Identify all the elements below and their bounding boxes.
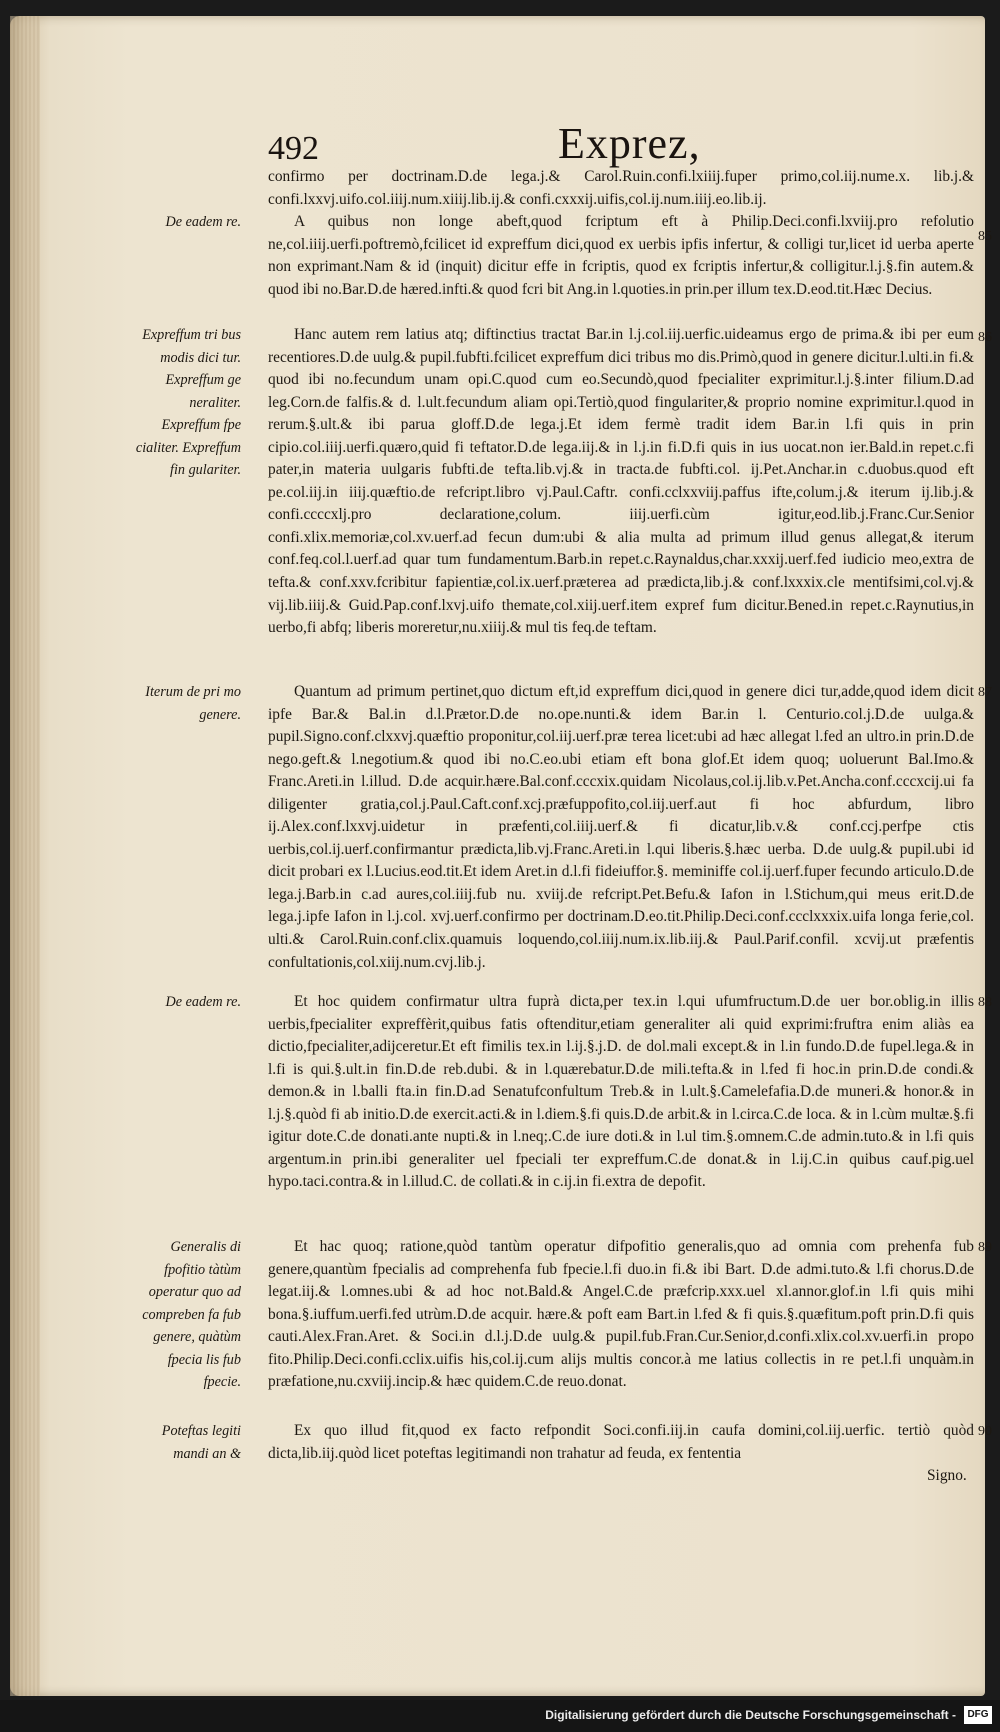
text-column [268, 991, 974, 1194]
paragraph-text: Et hac quoq; ratione,quòd tantùm operatur difpofitio generalis,quo ad omnia com prehenfa fub genere,quantùm fpecialis ad comprehenfa fub fpecie.l.fi duo.in fi.& ibi Bart. D.de admi.tuto.& l.fi chorus.D.de legat.iij.& l.omnes.ubi & ad hoc not.Bald.& Angel.C.de præfcrip.xxx.uel xl.annor.glof.in l.fi quis mihi bona.§.iuffum.uerfi.fed utrùm.D.de acquir. hære.& poft eam Bart.in l.fed & fi quis.§.quæfitum.poft prin.D.fi quis cauti.Alex.Fran.Aret. & Soci.in d.l.j.D.de uulg.& pupil.fub.Fran.Cur.Senior,d.confi.xlix.col.xv.uerfi.in propo fito.Philip.Deci.confi.cclix.uifis his,col.ij.cum alijs multis concor.à me latius collectis in re pet.l.fi unquàm.in præfatione,nu.cxviij.incip.& hæc quidem.C.de reuo.donat. [268, 1238, 974, 1391]
text-column [268, 1420, 974, 1465]
margin-note: Expreffum tri bus modis dici tur. Expreffum ge neraliter. Expreffum fpe cialiter. Expreffum fin gulariter. [135, 327, 241, 479]
catchword: Signo. [927, 1467, 967, 1484]
margin-note: De eadem re. [165, 214, 241, 230]
digitization-footer [0, 1700, 1000, 1732]
text-column [268, 1236, 974, 1394]
paragraph-number: 90 [978, 1424, 992, 1439]
paragraph-text: Quantum ad primum pertinet,quo dictum eft,id expreffum dici,quod in genere dici tur,adde,quod idem dicit ipfe Bar.& Bal.in d.l.Prætor.D.de no.ope.nunti.& idem Bar.in l. Centurio.col.j.D.de uulga.& pupil.Signo.conf.clxxvj.quæftio proponitur,col.iij.uerf.præ terea licet:ubi ad hæc allegat l.fed an ultro.in prin.D.de nego.geft.& l.negotium.& quod ibi no.C.eo.ubi etiam eft bona glof.Et idem quoq; uoluerunt Bal.Imo.& Franc.Areti.in l.illud. D.de acquir.hære.Bal.conf.cccxix.quidam Nicolaus,col.ij.lib.v.Pet.Ancha.conf.cccxcij.ui fa diligenter gratia,col.j.Paul.Caft.conf.xcj.præfuppofito,col.iij.uerf.aut fi hoc abfurdum, libro ij.Alex.conf.lxxvj.uidetur in præfenti,col.iiij.uerf.& fi dicatur,lib.v.& conf.ccj.perfpe ctis uerbis,col.ij.uerf.confirmantur prædicta,lib.vj.Franc.Areti.in l.qui liberis.§.hæc uerba. D.de uulg.& pupil.ubi id dicit probari ex l.Lucius.eod.tit.Et idem Aret.in d.l.fi fideiuffor.§. meminiffe col.ij.uerf.fuper fecundo articulo.D.de lega.j.Barb.in c.ad aures,col.iiij.fub nu. xviij.de refcript.Pet.Befu.& Iafon in l.Stichum,qui meus erit.D.de lega.j.ipfe Iafon in l.j.col. xvj.uerf.confirmo per doctrinam.D.eo.tit.Philip.Deci.conf.ccclxxxix.uifa longa ferie,col. ulti.& Carol.Ruin.conf.clix.quamuis loquendo,col.iiij.num.ix.lib.iij.& Paul.Parif.confil. xcvij.ut præfentis confultationis,col.xiij.num.cvj.lib.j. [268, 683, 974, 971]
text-column [268, 681, 974, 974]
paragraph-number: 89 [978, 1240, 992, 1255]
page-number: 492 [268, 130, 319, 167]
text-column [268, 324, 974, 640]
book-page [10, 16, 992, 1696]
paragraph-text: A quibus non longe abeft,quod fcriptum eft à Philip.Deci.confi.lxviij.pro refolutio ne,col.iiij.uerfi.poftremò,fcilicet id expreffum dici,quod ex uerbis ipfis infertur, & colligi tur,licet id uerba aperte non exprimant.Nam & id (inquit) dicitur effe in fcriptis, quod ex fcriptis infertur,& colligitur.l.j.§.fin autem.& quod ibi no.Bar.D.de hæred.infti.& quod fcri bit Ang.in l.quoties.in prin.per illum tex.D.eod.tit.Hæc Decius. [268, 213, 974, 298]
running-title: Exprez, [558, 119, 701, 168]
dfg-logo-icon: DFG [964, 1706, 992, 1724]
page-fore-edge [10, 16, 40, 1696]
text-column [268, 211, 974, 301]
margin-note: De eadem re. [165, 994, 241, 1010]
paragraph-text: Hanc autem rem latius atq; diftinctius tractat Bar.in l.j.col.iij.uerfic.uideamus ergo de prima.& ibi per eum recentiores.D.de uulg.& pupil.fubfti.fcilicet expreffum dici tribus mo dis.Primò,quod in genere dicitur.l.ulti.in fi.& quod ibi no.fecundum unam opi.C.quod cum eo.Secundò,quod fpecialiter exprimitur.l.j.§.inter filium.D.ad leg.Corn.de falfis.& d. l.ult.fecundum aliam opi.Tertiò,quod fingulariter,& proprio nomine exprimitur.l.quod in rerum.§.ult.& ibi parua gloff.D.de lega.j.Et idem fermè tradit idem Bar.in l.fi quis in prin cipio.col.iiij.uerfi.quæro,quid fi teftator.D.de lega.iij.& in l.j.in fi.D.fi quis in ius uocat.non ier.Bald.in repet.c.fi pater,in materia uulgaris fubfti.de tefta.lib.vj.& in tracta.de fubfti.col. ij.Pet.Anchar.in c.duobus.quod eft pe.col.iij.in iiij.quæftio.de refcript.libro vj.Paul.Caftr. confi.cclxxviij.paffus ifte,colum.j.& iterum ij.lib.j.& confi.ccccxlj.pro declaratione,colum. iiij.uerfi.cùm igitur,eod.lib.j.Franc.Cur.Senior confi.xlix.memoriæ,col.xv.uerf.ad fecun dum:ubi & alia multa ad primum illud genus allegat,& iterum conf.feq.col.l.uerf.ad quar tum fundamentum.Barb.in repet.c.Raynaldus,char.xxxij.uerf.fed iudicio meo,extra de tefta.& conf.xxv.fcribitur fapientiæ,col.ix.uerf.præterea ad prædicta,lib.j.& conf.lxxxix.cle mentifsimi,col.vj.& vij.lib.iiij.& Guid.Pap.conf.lxvj.uifo themate,col.xiij.uerf.item expref fum dicitur.Bened.in repet.c.Raynutius,in uerbo,fi abfq; liberis moreretur,nu.xiiij.& mul tis feq.de teftam. [268, 326, 974, 637]
paragraph-text: Ex quo illud fit,quod ex facto refpondit Soci.confi.iij.in caufa domini,col.iij.uerfic. tertiò quòd dicta,lib.iij.quòd licet poteftas legitimandi non trahatur ad feuda, ex fententia [268, 1422, 974, 1462]
paragraph-text: Et hoc quidem confirmatur ultra fuprà dicta,per tex.in l.qui ufumfructum.D.de uer bor.oblig.in illis uerbis,fpecialiter expreffèrit,quibus fatis oftenditur,etiam generaliter ali quid exprimi:fruftra enim aliàs ea dictio,fpecialiter,adijceretur.Et eft fimilis tex.in l.ij.§.j.D. de dol.mali except.& in l.in fundo.D.de fupel.lega.& in l.fi is qui.§.ult.in fin.D.de reb.dubi. & in l.quærebatur.D.de mili.tefta.& in l.fed fi hoc.in prin.D.de condi.& demon.& in l.balli fta.in fin.D.ad Senatufconfultum Treb.& in l.ult.§.Camelefafia.D.de muneri.& honor.& in l.j.§.quòd fi ab initio.D.de exercit.acti.& in l.diem.§.fi quis.D.de arbit.& in l.circa.C.de loca. & in l.cùm multæ.§.fi igitur dote.C.de donati.ante nupti.& in l.neq;.C.de iure doti.& in l.ul tim.§.omnem.C.de admin.tuto.& in l.fi quis argentum.in prin.ibi generaliter uel fpeciali ter expreffum.C.de donat.& in l.ij.C.in quibus cauf.pig.uel hypo.taci.contra.& in l.illud.C. de collati.& in c.ij.in fi.extra de depofit. [268, 993, 974, 1191]
paragraph-text: confirmo per doctrinam.D.de lega.j.& Carol.Ruin.confi.lxiiij.fuper primo,col.iij.nume.x. lib.j.& confi.lxxvj.uifo.col.iiij.num.xiiij.lib.ij.& confi.cxxxij.uifis,col.ij.num.iiij.eo.lib.ij. [268, 168, 974, 208]
footer-credit: Digitalisierung gefördert durch die Deutsche Forschungsgemeinschaft - [545, 1708, 956, 1722]
paragraph-number: 88 [978, 995, 992, 1010]
text-column [268, 166, 974, 211]
paragraph-number: 87 [978, 685, 992, 700]
paragraph-number: 86 [978, 330, 992, 345]
margin-note: Poteftas legiti mandi an & [161, 1423, 241, 1462]
margin-note: Generalis di fpofitio tàtùm operatur quo ad compreben fa fub genere, quàtùm fpecia lis fub fpecie. [142, 1239, 241, 1391]
margin-note: Iterum de pri mo genere. [145, 684, 241, 723]
paragraph-number: 85 [978, 229, 992, 244]
